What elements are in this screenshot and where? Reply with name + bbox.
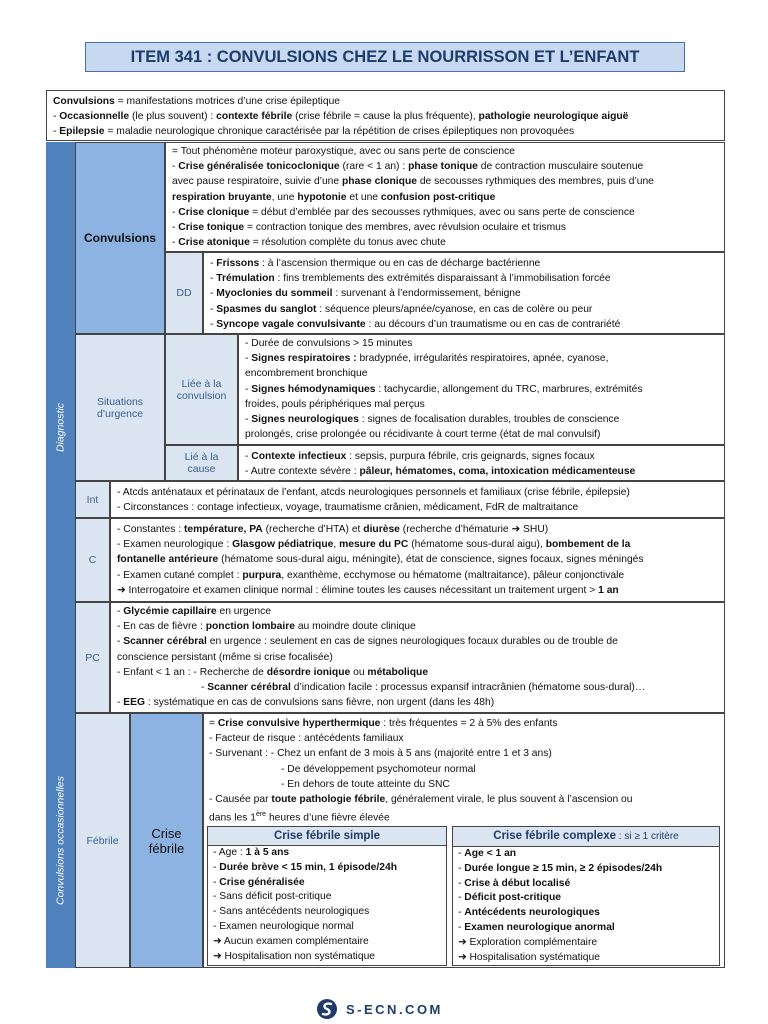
text-line: - Examen neurologique anormal <box>458 921 615 933</box>
text-line: - Durée longue ≥ 15 min, ≥ 2 épisodes/24h <box>458 862 663 874</box>
text-line: - Contexte infectieux : sepsis, purpura fébrile, cris geignards, signes focaux <box>245 451 595 462</box>
label-c-text: C <box>88 554 97 566</box>
text-line: - Signes respiratoires : bradypnée, irrégularités respiratoires, apnée, cyanose, <box>245 353 609 365</box>
int-box <box>110 481 725 518</box>
convulsions-definition <box>165 142 725 252</box>
intro-list <box>53 94 718 139</box>
text-line: - Glycémie capillaire en urgence <box>117 606 271 617</box>
section-convulsions-occasionnelles <box>46 713 75 968</box>
text-line: - Enfant < 1 an : - Recherche de désordre ionique ou métabolique <box>117 666 429 678</box>
text-line: fontanelle antérieure (hématome sous-dural aigu, méningite), état de conscience, signes focaux, signes méningés <box>117 554 644 566</box>
int-list <box>117 485 718 515</box>
simple-box <box>207 826 447 966</box>
text-line: - Spasmes du sanglot : séquence pleurs/apnée/cyanose, en cas de colère ou peur <box>210 303 593 315</box>
label-febrile-text: Fébrile <box>86 834 119 847</box>
text-line: respiration bruyante, une hypotonie et une confusion post-critique <box>172 191 496 203</box>
text-line: = Crise convulsive hyperthermique : très fréquentes = 2 à 5% des enfants <box>209 718 558 729</box>
text-line: - Sans déficit post-critique <box>213 891 332 903</box>
text-line: - Crise généralisée tonicoclonique (rare < 1 an) : phase tonique de contraction musculaire soutenue <box>172 161 644 173</box>
text-line: - Crise généralisée <box>213 876 305 888</box>
dd-list <box>210 256 718 332</box>
febrile-definition <box>203 715 725 823</box>
text-line: - Signes hémodynamiques : tachycardie, allongement du TRC, marbrures, extrémités <box>245 383 643 395</box>
text-line: - Déficit post-critique <box>458 892 561 904</box>
label-febrile <box>75 713 130 968</box>
text-line: - Signes neurologiques : signes de focalisation durables, troubles de conscience <box>245 414 620 426</box>
label-urgence-text: Situations d’urgence <box>96 395 144 420</box>
text-line: - Sans antécédents neurologiques <box>213 906 370 918</box>
text-line: - Examen neurologique normal <box>213 920 354 932</box>
label-pc <box>75 602 110 713</box>
convulsions-definition-list <box>172 144 718 250</box>
simple-title: Crise fébrile simple <box>208 827 446 846</box>
text-line: = Tout phénomène moteur paroxystique, avec ou sans perte de conscience <box>172 146 515 157</box>
section-diagnostic <box>46 142 75 713</box>
text-line: - Trémulation : fins tremblements des extrémités disparaissant à l’immobilisation forcée <box>210 273 611 285</box>
text-line: - Age < 1 an <box>458 848 517 859</box>
text-line: ➜ Hospitalisation systématique <box>458 951 600 963</box>
label-liee-convulsion-text: Liée à la convulsion <box>176 377 227 402</box>
complexe-title-row <box>453 827 719 847</box>
c-list <box>117 522 718 598</box>
text-line: - Survenant : - Chez un enfant de 3 mois à 5 ans (majorité entre 1 et 3 ans) <box>209 748 552 760</box>
pc-box <box>110 602 725 713</box>
complexe-title: Crise fébrile complexe <box>493 830 616 842</box>
label-pc-text: PC <box>85 651 100 664</box>
text-line: - EEG : systématique en cas de convulsions sans fièvre, non urgent (dans les 48h) <box>117 697 495 709</box>
label-convulsions <box>75 142 165 334</box>
text-line: - Occasionnelle (le plus souvent) : contexte fébrile (crise fébrile = cause la plus fréquente), pathologie neurologique aiguë <box>53 111 629 122</box>
label-convulsions-text: Convulsions <box>83 231 156 245</box>
convulsion-signs-box <box>238 334 725 445</box>
text-line: - Constantes : température, PA (recherche d’HTA) et diurèse (recherche d’hématurie ➜ SHU) <box>117 524 549 535</box>
text-line: - Antécédents neurologiques <box>458 907 600 919</box>
text-line: - Crise tonique = contraction tonique des membres, avec révulsion oculaire et trismus <box>172 222 567 234</box>
text-line: - Crise clonique = début d’emblée par des secousses rythmiques, avec ou sans perte de conscience <box>172 206 635 218</box>
section-occasionnelles-label: Convulsions occasionnelles <box>54 776 67 905</box>
complexe-box <box>452 826 720 966</box>
text-line: Convulsions = manifestations motrices d’une crise épileptique <box>53 96 341 107</box>
text-line: - En dehors de toute atteinte du SNC <box>281 778 450 790</box>
footer-logo[interactable] <box>316 998 456 1020</box>
complexe-subtitle: : si ≥ 1 critère <box>616 831 679 842</box>
text-line: prolongés, crise prolongée ou récidivante à court terme (état de mal convulsif) <box>245 429 601 441</box>
page-title: ITEM 341 : CONVULSIONS CHEZ LE NOURRISSON ET L’ENFANT <box>85 42 685 72</box>
text-line: - Facteur de risque : antécédents familiaux <box>209 733 404 745</box>
simple-list <box>208 846 446 964</box>
convulsion-signs-list <box>245 336 718 442</box>
text-line: - Crise à début localisé <box>458 877 571 889</box>
text-line: - Scanner cérébral en urgence : seulement en cas de signes neurologiques focaux durables ou de trouble de <box>117 636 618 648</box>
label-crise-febrile <box>130 713 203 968</box>
pc-list <box>117 604 718 710</box>
footer-logo-text: S-ECN.COM <box>346 1001 443 1017</box>
label-dd <box>165 252 203 334</box>
text-line: froides, pouls périphériques mal perçus <box>245 398 425 410</box>
text-line: - Durée brève < 15 min, 1 épisode/24h <box>213 861 397 873</box>
text-line: - Atcds anténataux et périnataux de l’enfant, atcds neurologiques personnels et familiaux (crise fébrile, épilepsie) <box>117 487 630 498</box>
text-line: dans les 1ère heures d’une fièvre élevée <box>209 811 390 824</box>
text-line: - Examen neurologique : Glasgow pédiatrique, mesure du PC (hématome sous-dural aigu), bombement de la <box>117 539 631 551</box>
text-line: - Frissons : à l’ascension thermique ou en cas de décharge bactérienne <box>210 258 541 269</box>
label-urgence <box>75 334 165 481</box>
label-crise-febrile-text: Crise fébrile <box>148 825 185 856</box>
text-line: - Myoclonies du sommeil : survenant à l’endormissement, bénigne <box>210 288 521 300</box>
text-line: ➜ Exploration complémentaire <box>458 936 598 948</box>
text-line: conscience persistant (même si crise focalisée) <box>117 651 333 663</box>
label-dd-text: DD <box>176 287 192 299</box>
text-line: - Syncope vagale convulsivante : au décours d’un traumatisme ou en cas de contrariété <box>210 318 621 330</box>
text-line: ➜ Aucun examen complémentaire <box>213 935 369 947</box>
cause-box <box>238 445 725 481</box>
text-line: - Crise atonique = résolution complète du tonus avec chute <box>172 237 446 249</box>
section-diagnostic-label: Diagnostic <box>54 402 67 453</box>
intro-box <box>46 90 725 141</box>
cause-list <box>245 449 718 479</box>
c-box <box>110 518 725 602</box>
text-line: - Durée de convulsions > 15 minutes <box>245 338 413 349</box>
label-liee-convulsion <box>165 334 238 445</box>
febrile-definition-list <box>209 716 719 826</box>
text-line: - Examen cutané complet : purpura, exanthème, ecchymose ou hématome (maltraitance), pâleur conjonctivale <box>117 569 625 581</box>
text-line: - Autre contexte sévère : pâleur, hématomes, coma, intoxication médicamenteuse <box>245 466 636 478</box>
text-line: ➜ Hospitalisation non systématique <box>213 950 376 962</box>
text-line: - Age : 1 à 5 ans <box>213 847 290 858</box>
text-line: - De développement psychomoteur normal <box>281 763 476 775</box>
s-ecn-logo-icon <box>316 998 338 1020</box>
label-int-text: Int <box>86 493 99 506</box>
dd-box <box>203 252 725 334</box>
text-line: - Scanner cérébral d’indication facile : processus expansif intracrânien (hématome sous-dural)… <box>201 682 646 694</box>
label-lie-cause <box>165 445 238 481</box>
text-line: - En cas de fièvre : ponction lombaire au moindre doute clinique <box>117 621 416 633</box>
text-line: avec pause respiratoire, suivie d’une phase clonique de secousses rythmiques des membres, puis d’une <box>172 176 654 188</box>
text-line: ➜ Interrogatoire et examen clinique normal : élimine toutes les causes nécessitant un traitement urgent > 1 an <box>117 584 619 596</box>
label-lie-cause-text: Lié à la cause <box>184 451 219 475</box>
text-line: - Circonstances : contage infectieux, voyage, traumatisme crânien, médicament, FdR de maltraitance <box>117 502 579 514</box>
text-line: encombrement bronchique <box>245 368 368 380</box>
text-line: - Causée par toute pathologie fébrile, généralement virale, le plus souvent à l’ascension ou <box>209 794 633 806</box>
label-c <box>75 518 110 602</box>
text-line: - Epilepsie = maladie neurologique chronique caractérisée par la répétition de crises épileptiques non provoquées <box>53 126 575 137</box>
complexe-list <box>453 847 719 965</box>
label-int <box>75 481 110 518</box>
